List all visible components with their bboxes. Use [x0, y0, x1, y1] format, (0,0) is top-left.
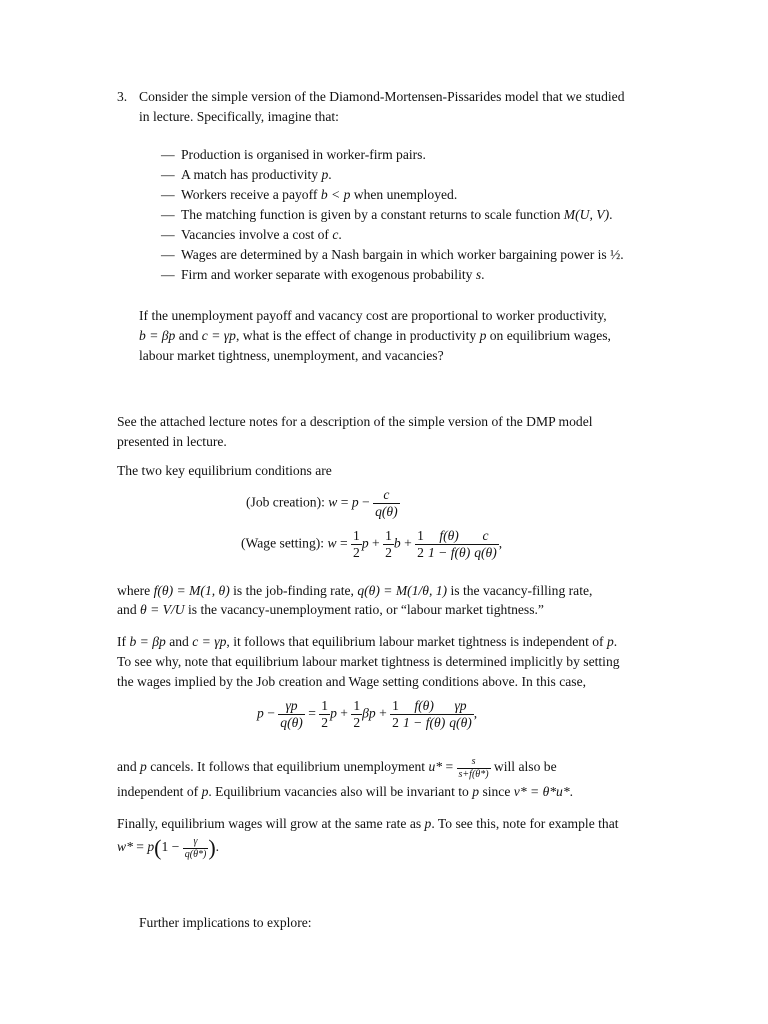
answer-para-5-line-1: and p cancels. It follows that equilibrium unemployment u* = $\frac{s}{s+f(\theta*)}$ will also be [117, 756, 557, 780]
answer-para-6-line-1: Finally, equilibrium wages will grow at the same rate as p. To see this, note for example that [117, 816, 619, 831]
question-intro-line-1: Consider the simple version of the Diamond-Mortensen-Pissarides model that we studied [139, 89, 625, 104]
assumption-item: — Firm and worker separate with exogenous probability s. [161, 267, 485, 282]
further-implications-heading: Further implications to explore: [139, 915, 312, 930]
job-creation-equation: (Job creation): w = p − $\frac{c}{q(\theta)}$ [246, 487, 398, 519]
assumption-item: — A match has productivity p. [161, 167, 332, 182]
answer-para-2: The two key equilibrium conditions are [117, 463, 332, 478]
assumption-item: — Production is organised in worker-firm pairs. [161, 147, 426, 162]
assumption-item: — Workers receive a payoff b < p when unemployed. [161, 187, 458, 202]
assumption-item: — Wages are determined by a Nash bargain in which worker bargaining power is ½. [161, 247, 624, 262]
answer-para-1-line-2: presented in lecture. [117, 434, 227, 449]
answer-para-1-line-1: See the attached lecture notes for a description of the simple version of the DMP model [117, 414, 593, 429]
answer-para-4-line-2: To see why, note that equilibrium labour market tightness is determined implicitly by setting [117, 654, 620, 669]
question-number: 3. [117, 89, 128, 104]
question-ask-line-2: b = βp and c = γp, what is the effect of change in productivity p on equilibrium wages, [139, 328, 611, 343]
where-definitions-line-2: and θ = V/U is the vacancy-unemployment ratio, or “labour market tightness.” [117, 602, 544, 617]
question-intro-line-2: in lecture. Specifically, imagine that: [139, 109, 339, 124]
answer-para-4-line-1: If b = βp and c = γp, it follows that equilibrium labour market tightness is independent of p. [117, 634, 618, 649]
question-ask-line-3: labour market tightness, unemployment, and vacancies? [139, 348, 444, 363]
answer-para-5-line-2: independent of p. Equilibrium vacancies also will be invariant to p since v* = θ*u*. [117, 784, 574, 799]
wage-setting-equation: (Wage setting): w = $\frac{1}{2}$ p + $\frac{1}{2}$ b + $\frac{1}{2}$ $\frac{f(\theta)}{1 - f(\theta)}$ $\frac{c}{q(\theta)}$ , [241, 528, 503, 560]
assumption-list [161, 145, 624, 285]
assumption-item: — Vacancies involve a cost of c. [161, 227, 342, 242]
assumption-item: — The matching function is given by a constant returns to scale function M(U, V). [161, 207, 613, 222]
where-definitions-line-1: where f(θ) = M(1, θ) is the job-finding rate, q(θ) = M(1/θ, 1) is the vacancy-filling rate, [117, 583, 593, 598]
question-ask-line-1: If the unemployment payoff and vacancy cost are proportional to worker productivity, [139, 308, 607, 323]
tightness-equation: p − $\frac{\gamma p}{q(\theta)}$ = $\frac{1}{2}$ p + $\frac{1}{2}$ βp + $\frac{1}{2}$ $\frac{f(\theta)}{1 - f(\theta)}$ $\frac{\gamma p}{q(\theta)}$ , [257, 698, 478, 730]
answer-para-4-line-3: the wages implied by the Job creation and Wage setting conditions above. In this case, [117, 674, 587, 689]
wage-equation: w* = p(1 − $\frac{\gamma}{q(\theta*)}$ ). [117, 835, 220, 861]
